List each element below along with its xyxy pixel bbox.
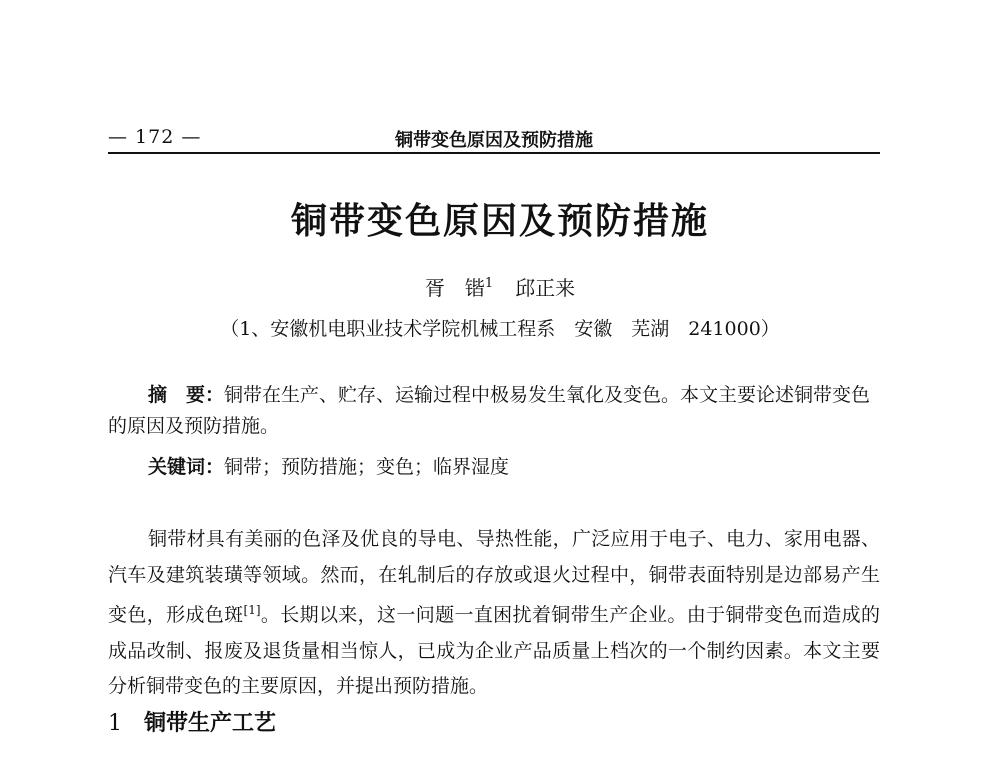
section-number: 1 [108, 711, 122, 736]
abstract [108, 380, 880, 442]
author-1-affiliation-mark: 1 [484, 276, 494, 291]
page-number: — 172 — [108, 126, 202, 148]
abstract-text: 铜带在生产、贮存、运输过程中极易发生氧化及变色。本文主要论述铜带变色的原因及预防措施。 [108, 384, 871, 437]
citation-ref[interactable]: [1] [243, 603, 261, 617]
keywords [148, 452, 880, 483]
article-title: 铜带变色原因及预防措施 [290, 200, 709, 242]
keywords-text: 铜带；预防措施；变色；临界湿度 [224, 456, 510, 478]
author-2: 邱正来 [515, 276, 576, 300]
abstract-label: 摘 要： [148, 384, 225, 406]
body-text-part-2: 。长期以来，这一问题一直困扰着铜带生产企业。由于铜带变色而造成的成品改制、报废及退货量相当惊人，已成为企业产品质量上档次的一个制约因素。本文主要分析铜带变色的主要原因，并提出预防措施。 [108, 604, 880, 697]
body-paragraph [108, 522, 880, 705]
body-text-part-1: 铜带材具有美丽的色泽及优良的导电、导热性能，广泛应用于电子、电力、家用电器、汽车及建筑装璜等领域。然而，在轧制后的存放或退火过程中，铜带表面特别是边部易产生变色，形成色斑 [108, 528, 880, 626]
affiliation: （1、安徽机电职业技术学院机械工程系 安徽 芜湖 241000） [220, 318, 780, 340]
section-title: 铜带生产工艺 [144, 710, 277, 736]
author-1: 胥 锴 [424, 276, 485, 300]
author-line [0, 272, 1000, 301]
section-heading [108, 706, 276, 737]
keywords-label: 关键词： [148, 456, 225, 478]
running-title: 铜带变色原因及预防措施 [395, 130, 593, 151]
running-header [108, 122, 880, 154]
